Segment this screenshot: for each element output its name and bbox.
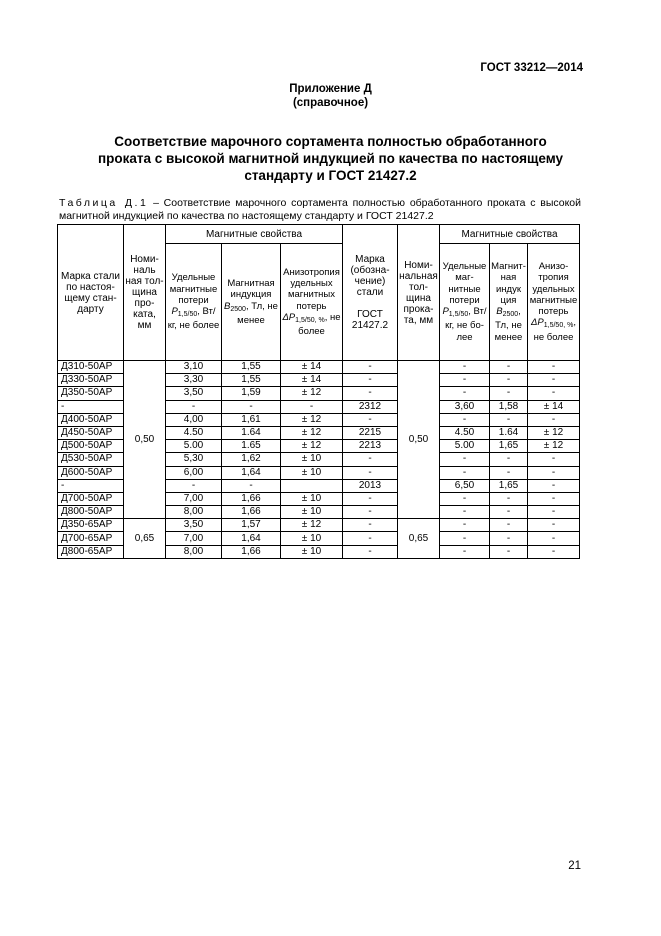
header-gost-magnetic-properties: Магнитные свойства	[440, 225, 580, 244]
cell-anisotropy: ± 12	[281, 387, 343, 400]
cell-anisotropy: ± 12	[281, 413, 343, 426]
cell-anisotropy: ± 10	[281, 545, 343, 558]
cell-gost-induction: -	[490, 506, 528, 519]
cell-anisotropy: ± 14	[281, 374, 343, 387]
cell-gost-anisotropy: -	[528, 374, 580, 387]
cell-induction: 1,57	[222, 519, 281, 532]
cell-gost-induction: -	[490, 466, 528, 479]
cell-specific-loss: 6,00	[166, 466, 222, 479]
cell-induction: 1,55	[222, 361, 281, 374]
cell-anisotropy: ± 10	[281, 506, 343, 519]
header-gost-thickness: Номинальная толщина проката, мм	[398, 225, 440, 361]
cell-gost-induction: -	[490, 519, 528, 532]
cell-gost-anisotropy: ± 12	[528, 426, 580, 439]
cell-gost-anisotropy: -	[528, 519, 580, 532]
appendix-type: (справочное)	[292, 97, 369, 109]
cell-grade: Д700-50АР	[58, 492, 124, 505]
cell-gost-grade: -	[343, 492, 398, 505]
cell-grade: -	[58, 400, 124, 413]
cell-gost-specific-loss: -	[440, 545, 490, 558]
cell-gost-specific-loss: 6,50	[440, 479, 490, 492]
table-row	[58, 361, 580, 374]
cell-grade: Д400-50АР	[58, 413, 124, 426]
cell-gost-specific-loss: -	[440, 492, 490, 505]
cell-gost-anisotropy: -	[528, 387, 580, 400]
header-gost-induction: Магнитная индук ция $B_{2500}$, Тл, не менее	[490, 244, 528, 361]
cell-gost-induction: -	[490, 387, 528, 400]
cell-gost-anisotropy: -	[528, 361, 580, 374]
cell-gost-specific-loss: -	[440, 374, 490, 387]
cell-specific-loss: 3,30	[166, 374, 222, 387]
cell-gost-grade: 2312	[343, 400, 398, 413]
cell-specific-loss: 4.50	[166, 426, 222, 439]
cell-gost-grade: 2213	[343, 440, 398, 453]
cell-gost-grade: -	[343, 413, 398, 426]
header-specific-loss: Удельные магнитные потери $P_{1,5/50}$, Вт/кг, не более	[166, 244, 222, 361]
table-caption	[59, 197, 581, 223]
cell-gost-grade: -	[343, 519, 398, 532]
cell-grade: Д330-50АР	[58, 374, 124, 387]
cell-anisotropy	[281, 479, 343, 492]
cell-induction: 1,64	[222, 532, 281, 545]
table-row	[58, 519, 580, 532]
cell-gost-anisotropy: -	[528, 506, 580, 519]
cell-gost-grade: -	[343, 466, 398, 479]
cell-anisotropy: ± 14	[281, 361, 343, 374]
cell-specific-loss: -	[166, 400, 222, 413]
header-grade: Марка стали по настоящему стандарту	[58, 225, 124, 361]
cell-induction: 1,62	[222, 453, 281, 466]
cell-gost-induction: 1.64	[490, 426, 528, 439]
header-anisotropy: Анизотропия удельных магнитных потерь $\Delta P_{1,5/50, \%}$, не более	[281, 244, 343, 361]
cell-specific-loss: 3,50	[166, 519, 222, 532]
cell-gost-anisotropy: -	[528, 453, 580, 466]
cell-gost-induction: -	[490, 492, 528, 505]
cell-gost-anisotropy: ± 12	[528, 440, 580, 453]
cell-gost-thickness: 0,65	[398, 519, 440, 559]
cell-gost-specific-loss: -	[440, 387, 490, 400]
cell-induction: 1.64	[222, 426, 281, 439]
page-title	[70, 133, 591, 184]
title-line-1: Соответствие марочного сортамента полностью обработанного	[114, 134, 547, 149]
title-line-2: проката с высокой магнитной индукцией по качества по настоящему	[97, 151, 564, 166]
cell-gost-grade: -	[343, 453, 398, 466]
cell-gost-specific-loss: 5.00	[440, 440, 490, 453]
cell-gost-grade: -	[343, 545, 398, 558]
cell-gost-induction: -	[490, 453, 528, 466]
cell-gost-induction: -	[490, 545, 528, 558]
appendix-heading	[0, 82, 661, 110]
cell-gost-induction: 1,65	[490, 479, 528, 492]
cell-gost-induction: -	[490, 374, 528, 387]
cell-specific-loss: 8,00	[166, 545, 222, 558]
cell-induction: -	[222, 479, 281, 492]
cell-grade: Д500-50АР	[58, 440, 124, 453]
table-caption-label: Таблица Д.1	[59, 197, 149, 209]
cell-gost-specific-loss: 4.50	[440, 426, 490, 439]
cell-grade: Д800-65АР	[58, 545, 124, 558]
cell-gost-specific-loss: -	[440, 519, 490, 532]
header-thickness: Номиналь ная толщина проката, мм	[124, 225, 166, 361]
cell-induction: 1.65	[222, 440, 281, 453]
cell-gost-anisotropy: -	[528, 466, 580, 479]
cell-gost-specific-loss: -	[440, 413, 490, 426]
page-number: 21	[568, 860, 581, 872]
cell-specific-loss: 7,00	[166, 532, 222, 545]
cell-gost-induction: -	[490, 413, 528, 426]
cell-gost-anisotropy: ± 14	[528, 400, 580, 413]
cell-gost-specific-loss: -	[440, 532, 490, 545]
cell-grade: Д450-50АР	[58, 426, 124, 439]
cell-anisotropy: ± 10	[281, 492, 343, 505]
cell-induction: 1,64	[222, 466, 281, 479]
cell-induction: -	[222, 400, 281, 413]
cell-gost-specific-loss: -	[440, 361, 490, 374]
cell-anisotropy: -	[281, 400, 343, 413]
cell-gost-grade: -	[343, 361, 398, 374]
cell-grade: Д350-65АР	[58, 519, 124, 532]
cell-specific-loss: 5,30	[166, 453, 222, 466]
cell-gost-induction: -	[490, 532, 528, 545]
header-gost-anisotropy: Анизотропия удельных магнитные потерь $\Delta P_{1,5/50, \%}$, не более	[528, 244, 580, 361]
header-gost-grade: Марка (обозначение) стали ГОСТ 21427.2	[343, 225, 398, 361]
cell-gost-specific-loss: -	[440, 506, 490, 519]
cell-grade: Д310-50АР	[58, 361, 124, 374]
cell-gost-anisotropy: -	[528, 413, 580, 426]
cell-anisotropy: ± 12	[281, 440, 343, 453]
cell-gost-anisotropy: -	[528, 492, 580, 505]
grade-correspondence-table	[57, 224, 580, 559]
cell-induction: 1,55	[222, 374, 281, 387]
cell-gost-grade: 2013	[343, 479, 398, 492]
cell-gost-induction: -	[490, 361, 528, 374]
cell-gost-grade: -	[343, 506, 398, 519]
cell-grade: Д530-50АР	[58, 453, 124, 466]
cell-gost-induction: 1,58	[490, 400, 528, 413]
cell-thickness: 0,65	[124, 519, 166, 559]
cell-induction: 1,61	[222, 413, 281, 426]
cell-specific-loss: 5.00	[166, 440, 222, 453]
cell-specific-loss: 8,00	[166, 506, 222, 519]
cell-gost-induction: 1,65	[490, 440, 528, 453]
cell-induction: 1,66	[222, 506, 281, 519]
cell-grade: -	[58, 479, 124, 492]
cell-gost-grade: -	[343, 532, 398, 545]
cell-grade: Д700-65АР	[58, 532, 124, 545]
cell-gost-anisotropy: -	[528, 479, 580, 492]
cell-anisotropy: ± 12	[281, 519, 343, 532]
cell-gost-grade: 2215	[343, 426, 398, 439]
appendix-label: Приложение Д	[289, 83, 372, 95]
cell-specific-loss: 4,00	[166, 413, 222, 426]
title-line-3: стандарту и ГОСТ 21427.2	[244, 168, 417, 183]
cell-gost-specific-loss: -	[440, 466, 490, 479]
cell-gost-anisotropy: -	[528, 545, 580, 558]
cell-gost-specific-loss: 3,60	[440, 400, 490, 413]
cell-gost-specific-loss: -	[440, 453, 490, 466]
cell-gost-grade: -	[343, 387, 398, 400]
header-row-1	[58, 225, 580, 244]
cell-specific-loss: -	[166, 479, 222, 492]
cell-anisotropy: ± 10	[281, 453, 343, 466]
cell-induction: 1,66	[222, 492, 281, 505]
table-caption-text: – Соответствие марочного сортамента полностью обработанного проката с высокой магнитной индукцией по качества по настоящему стандарту и ГОСТ 21427.2	[59, 197, 581, 222]
header-induction: Магнитная индукция $B_{2500}$, Тл, не менее	[222, 244, 281, 361]
cell-thickness: 0,50	[124, 361, 166, 519]
cell-specific-loss: 3,50	[166, 387, 222, 400]
cell-anisotropy: ± 12	[281, 426, 343, 439]
header-gost-specific-loss: Удельные магнитные потери $P_{1,5/50}$, Вт/кг, не более	[440, 244, 490, 361]
cell-grade: Д350-50АР	[58, 387, 124, 400]
cell-specific-loss: 7,00	[166, 492, 222, 505]
cell-gost-anisotropy: -	[528, 532, 580, 545]
cell-induction: 1,66	[222, 545, 281, 558]
cell-induction: 1,59	[222, 387, 281, 400]
header-magnetic-properties: Магнитные свойства	[166, 225, 343, 244]
cell-gost-thickness: 0,50	[398, 361, 440, 519]
cell-anisotropy: ± 10	[281, 466, 343, 479]
cell-specific-loss: 3,10	[166, 361, 222, 374]
cell-grade: Д800-50АР	[58, 506, 124, 519]
cell-grade: Д600-50АР	[58, 466, 124, 479]
cell-gost-grade: -	[343, 374, 398, 387]
standard-number: ГОСТ 33212—2014	[480, 62, 583, 74]
cell-anisotropy: ± 10	[281, 532, 343, 545]
